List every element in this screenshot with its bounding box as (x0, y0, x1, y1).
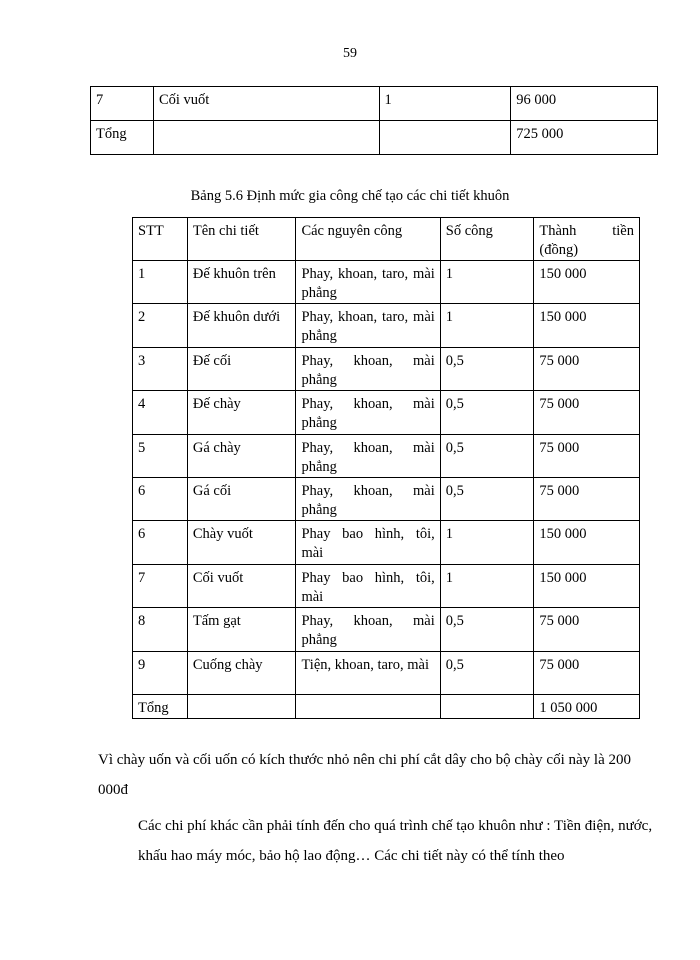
cell-amount: 75 000 (539, 482, 580, 499)
cell-stt: 2 (138, 309, 146, 326)
table-row (133, 347, 640, 390)
cell-operations: Phay, khoan, mài phẳng (301, 613, 435, 649)
cell-total-label: Tổng (96, 126, 127, 142)
cell-stt: 7 (96, 92, 104, 108)
cell-name: Cối vuốt (158, 92, 210, 108)
cell-empty (441, 695, 534, 699)
cell-part-name: Đế khuôn trên (192, 266, 276, 282)
cell-operations: Phay, khoan, taro, mài phẳng (301, 266, 435, 301)
table-row (133, 521, 640, 564)
cell-operations: Phay bao hình, tôi, mài (301, 526, 435, 562)
cell-total-value: 1 050 000 (539, 699, 598, 716)
table-row (133, 304, 640, 347)
previous-table-fragment (90, 86, 658, 155)
cell-price: 96 000 (516, 92, 557, 108)
cell-empty (188, 695, 296, 699)
cell-workdays: 0,5 (445, 396, 464, 413)
cell-stt: 9 (138, 656, 146, 673)
cell-empty (296, 695, 439, 699)
cell-workdays: 1 (445, 309, 454, 326)
cell-amount: 150 000 (539, 309, 587, 326)
cell-part-name: Tấm gạt (192, 613, 241, 630)
machining-cost-table (132, 217, 640, 719)
cell-workdays: 1 (445, 526, 454, 543)
table-row-total (133, 694, 640, 718)
cell-operations: Phay, khoan, taro, mài phẳng (301, 309, 435, 345)
table-row (133, 261, 640, 304)
cell-part-name: Cuống chày (192, 656, 263, 673)
table-row-total (91, 121, 658, 155)
cell-stt: 7 (138, 569, 146, 586)
table-row (133, 651, 640, 694)
table-row (91, 87, 658, 121)
cell-operations: Phay, khoan, mài phẳng (301, 352, 435, 388)
cell-amount: 75 000 (539, 396, 580, 413)
header-part-name: Tên chi tiết (192, 223, 259, 239)
table-row (133, 477, 640, 520)
cell-operations: Phay bao hình, tôi, mài (301, 569, 435, 605)
header-amount: Thành tiền (đồng) (539, 223, 634, 258)
cell-part-name: Chày vuốt (192, 526, 253, 543)
cell-stt: 4 (138, 396, 146, 413)
table-caption: Bảng 5.6 Định mức gia công chế tạo các chi tiết khuôn (190, 188, 510, 204)
header-stt: STT (138, 223, 164, 239)
cell-amount: 150 000 (539, 266, 587, 282)
cell-stt: 3 (138, 352, 146, 369)
paragraph-2: Các chi phí khác cần phải tính đến cho quá trình chế tạo khuôn như : Tiền điện, nước, khấu hao máy móc, bảo hộ lao động… Các chi tiết này có thể tính theo (138, 818, 653, 864)
cell-operations: Phay, khoan, mài phẳng (301, 482, 435, 518)
cell-empty (154, 121, 379, 125)
cell-stt: 6 (138, 482, 146, 499)
header-workdays: Số công (445, 223, 493, 239)
cell-operations: Tiện, khoan, taro, mài (301, 656, 429, 673)
table-header-row (133, 218, 640, 261)
table-row (133, 608, 640, 651)
table-row (133, 434, 640, 477)
cell-empty (380, 121, 511, 125)
cell-amount: 150 000 (539, 569, 587, 586)
cell-stt: 8 (138, 613, 146, 630)
cell-stt: 1 (138, 266, 146, 282)
cell-operations: Phay, khoan, mài phẳng (301, 439, 435, 475)
cell-workdays: 0,5 (445, 482, 464, 499)
cell-part-name: Gá chày (192, 439, 241, 456)
cell-amount: 75 000 (539, 613, 580, 630)
cell-total-value: 725 000 (516, 126, 564, 142)
header-operations: Các nguyên công (301, 223, 403, 239)
cell-workdays: 0,5 (445, 352, 464, 369)
cell-part-name: Đế cối (192, 352, 232, 369)
cell-workdays: 0,5 (445, 613, 464, 630)
cell-part-name: Gá cối (192, 482, 232, 499)
cell-amount: 150 000 (539, 526, 587, 543)
cell-stt: 5 (138, 439, 146, 456)
cell-workdays: 1 (445, 266, 454, 282)
cell-workdays: 0,5 (445, 656, 464, 673)
cell-qty: 1 (384, 92, 392, 108)
cell-workdays: 0,5 (445, 439, 464, 456)
cell-amount: 75 000 (539, 656, 580, 673)
cell-total-label: Tổng (138, 699, 169, 716)
table-row (133, 564, 640, 607)
cell-amount: 75 000 (539, 352, 580, 369)
cell-operations: Phay, khoan, mài phẳng (301, 396, 435, 432)
cell-part-name: Đế khuôn dưới (192, 309, 281, 326)
cell-stt: 6 (138, 526, 146, 543)
cell-part-name: Đế chày (192, 396, 241, 413)
cell-workdays: 1 (445, 569, 454, 586)
table-row (133, 391, 640, 434)
page-number: 59 (343, 46, 357, 61)
cell-amount: 75 000 (539, 439, 580, 456)
paragraph-1: Vì chày uốn và cối uốn có kích thước nhỏ nên chi phí cắt dây cho bộ chày cối này là 200 000đ (98, 752, 631, 798)
cell-part-name: Cối vuốt (192, 569, 244, 586)
